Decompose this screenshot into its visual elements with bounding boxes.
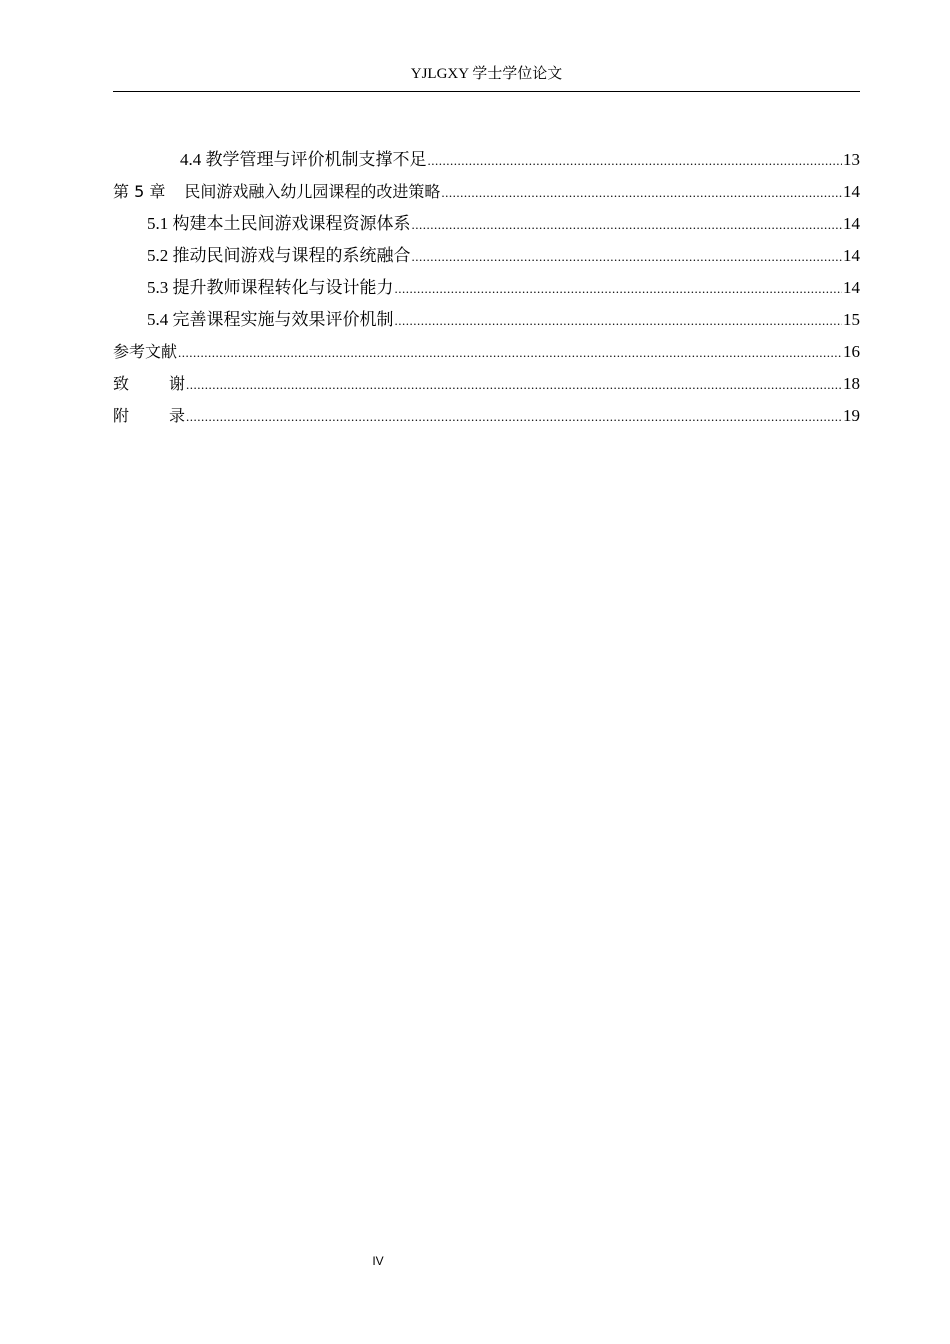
toc-page-number: 14 — [843, 246, 860, 265]
chapter-title: 民间游戏融入幼儿园课程的改进策略 — [184, 182, 441, 201]
dot-leader — [395, 273, 843, 305]
toc-page-number: 19 — [843, 406, 860, 425]
chapter-prefix: 第 5 章 — [113, 182, 166, 201]
toc-entry-5-2[interactable] — [113, 240, 860, 272]
dot-leader — [186, 401, 842, 433]
label-char-2: 谢 — [169, 374, 186, 393]
dot-leader — [186, 369, 842, 401]
toc-entry-label: 5.2 推动民间游戏与课程的系统融合 — [147, 246, 411, 265]
toc-page-number: 18 — [843, 374, 860, 393]
toc-entry-appendix[interactable] — [113, 400, 860, 432]
toc-entry-label: 5.4 完善课程实施与效果评价机制 — [147, 310, 394, 329]
dot-leader — [428, 145, 843, 177]
page-number: IV — [372, 1254, 384, 1268]
running-header: YJLGXY 学士学位论文 — [410, 66, 563, 82]
toc-entry-5-3[interactable] — [113, 272, 860, 304]
toc-entry-references[interactable] — [113, 336, 860, 368]
toc-entry-label: 5.1 构建本土民间游戏课程资源体系 — [147, 214, 411, 233]
toc-entry-chapter-5[interactable] — [113, 176, 860, 208]
toc-page-number: 15 — [843, 310, 860, 329]
toc-entry-5-1[interactable] — [113, 208, 860, 240]
toc-entry-label — [113, 176, 440, 208]
label-char-1: 附 — [113, 406, 130, 425]
dot-leader — [441, 177, 842, 209]
toc-entry-label — [113, 400, 185, 432]
header-divider — [113, 91, 860, 92]
toc-entry-5-4[interactable] — [113, 304, 860, 336]
table-of-contents — [113, 144, 860, 432]
dot-leader — [412, 241, 843, 273]
toc-page-number: 13 — [843, 150, 860, 169]
toc-entry-acknowledgements[interactable] — [113, 368, 860, 400]
toc-page-number: 14 — [843, 214, 860, 233]
toc-page-number: 16 — [843, 342, 860, 361]
dot-leader — [412, 209, 843, 241]
toc-entry-label: 参考文献 — [113, 342, 178, 361]
dot-leader — [395, 305, 843, 337]
label-char-2: 录 — [169, 406, 186, 425]
toc-entry-label — [113, 368, 185, 400]
label-char-1: 致 — [113, 374, 130, 393]
toc-entry-label: 5.3 提升教师课程转化与设计能力 — [147, 278, 394, 297]
toc-page-number: 14 — [843, 182, 860, 201]
toc-entry-4-4[interactable] — [113, 144, 860, 176]
dot-leader — [178, 337, 842, 369]
toc-page-number: 14 — [843, 278, 860, 297]
toc-entry-label: 4.4 教学管理与评价机制支撑不足 — [180, 150, 427, 169]
